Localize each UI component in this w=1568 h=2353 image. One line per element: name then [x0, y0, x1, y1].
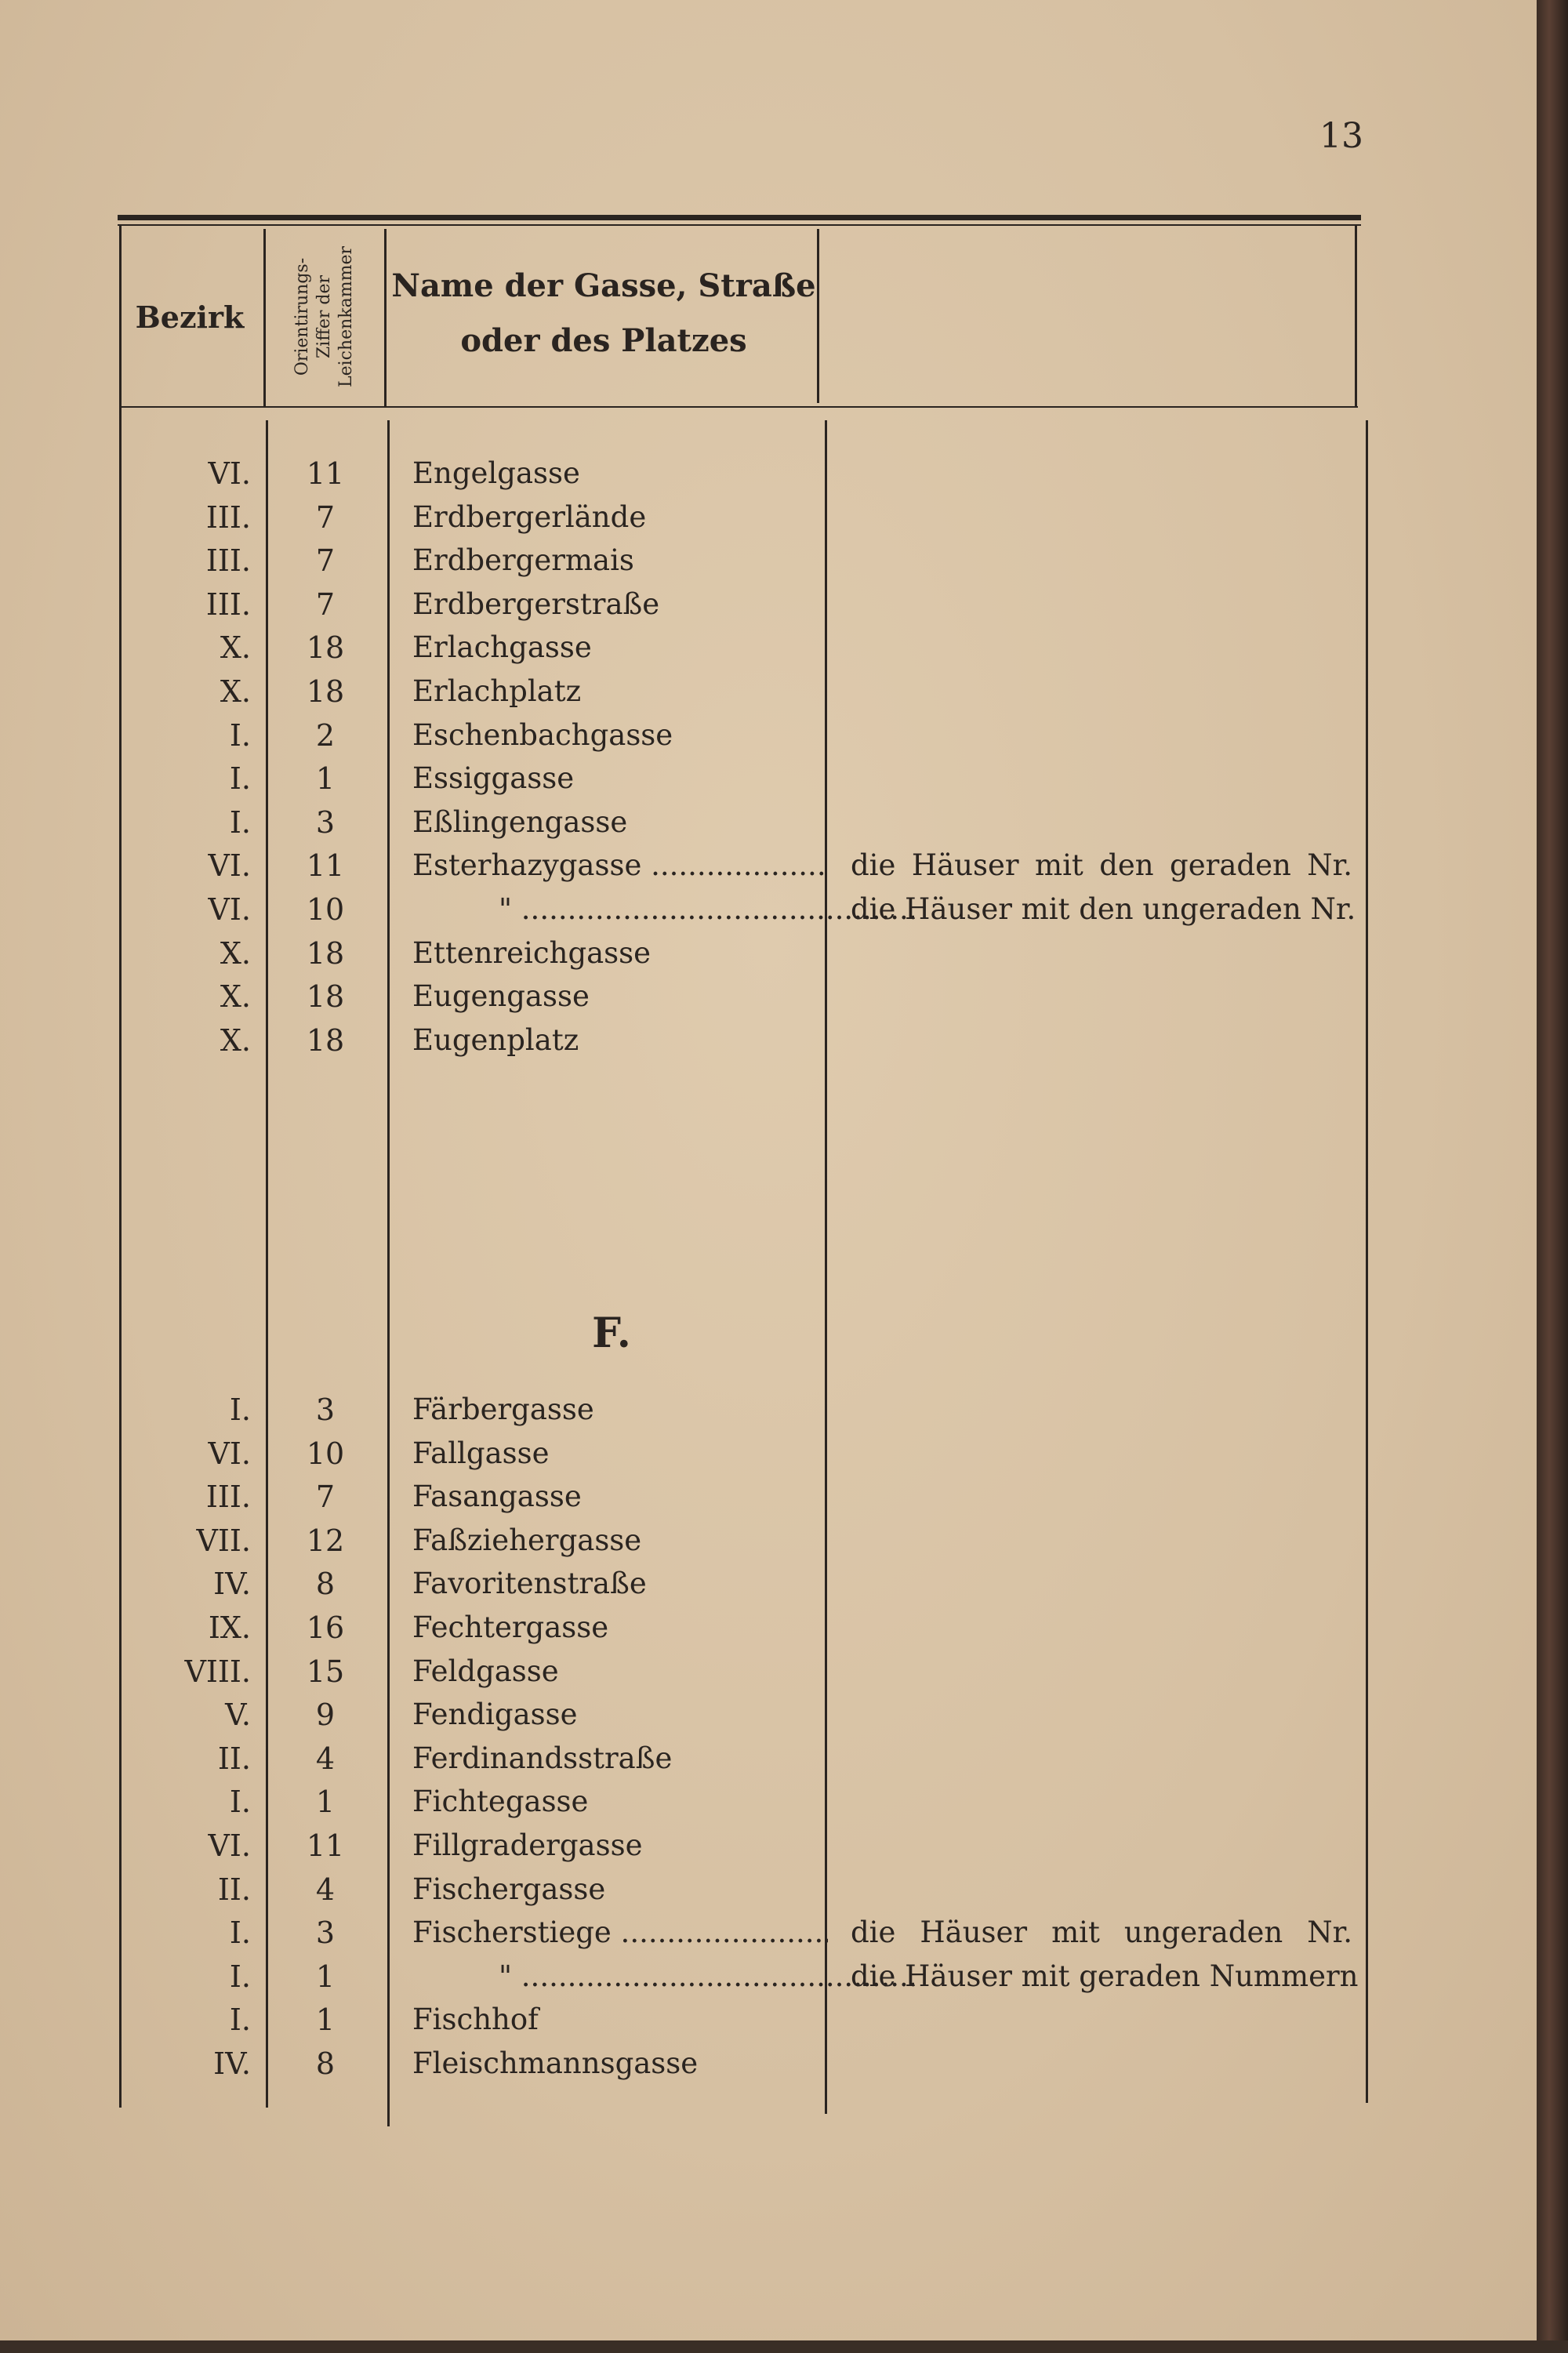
table-row [0, 715, 1537, 759]
table-row [0, 627, 1537, 671]
bezirk-cell: VI. [208, 848, 251, 884]
bezirk-cell: I. [229, 1785, 251, 1820]
table-row [0, 1825, 1537, 1869]
table-row [0, 976, 1537, 1020]
column-rule-bezirk [263, 229, 266, 406]
table-row [0, 1651, 1537, 1695]
street-name-cell: Faßziehergasse [412, 1523, 642, 1557]
column-rule-right [1355, 226, 1357, 406]
header-orientierung-line1: Orientirungs- [292, 257, 312, 376]
table-row [0, 1520, 1537, 1564]
bezirk-cell: VI. [208, 456, 251, 491]
street-name-cell: Ferdinandsstraße [412, 1741, 673, 1775]
street-name-cell: Fillgradergasse [412, 1828, 643, 1862]
bezirk-cell: III. [205, 1480, 251, 1515]
remark-cell: die Häuser mit den ungeraden Nr. [851, 892, 1356, 926]
ziffer-cell: 18 [306, 1022, 345, 1058]
street-name-cell: Eugenplatz [412, 1022, 579, 1057]
street-name-cell: Fallgasse [412, 1436, 550, 1470]
header-bezirk: Bezirk [135, 300, 245, 335]
street-name-cell: Erlachgasse [412, 630, 592, 665]
ziffer-cell: 1 [315, 1959, 336, 1994]
bezirk-cell: X. [220, 1022, 251, 1058]
table-row [0, 1912, 1537, 1956]
table-row [0, 540, 1537, 584]
section-letter-f: F. [592, 1309, 631, 1357]
table-header-rule [119, 406, 1358, 408]
street-name-cell: Fischhof [412, 2003, 539, 2037]
ziffer-cell: 1 [315, 761, 336, 797]
table-row [0, 1607, 1537, 1651]
street-name-cell: " ..... [412, 892, 914, 926]
ziffer-cell: 3 [315, 1393, 336, 1427]
table-top-rule-thick [118, 215, 1361, 220]
street-name-cell: Eschenbachgasse [412, 717, 673, 752]
ziffer-cell: 2 [315, 717, 336, 753]
bezirk-cell: V. [225, 1698, 251, 1733]
table-row [0, 1956, 1537, 2000]
book-bottom-edge [0, 2340, 1568, 2353]
street-name-cell: Essiggasse [412, 761, 575, 796]
bezirk-cell: X. [220, 674, 251, 709]
table-row [0, 453, 1537, 497]
street-name-cell: " ..... [412, 1959, 914, 1993]
header-orientierung-line2: Ziffer der [314, 274, 334, 359]
remark-cell: die Häuser mit ungeraden Nr. [851, 1915, 1352, 1950]
street-name-cell: Fechtergasse [412, 1610, 609, 1644]
table-row [0, 671, 1537, 715]
ziffer-cell: 16 [306, 1610, 345, 1645]
bezirk-cell: X. [220, 630, 251, 666]
ziffer-cell: 10 [306, 892, 345, 927]
header-name-line1: Name der Gasse, Straße [391, 267, 816, 304]
ziffer-cell: 18 [306, 674, 345, 709]
bezirk-cell: VI. [208, 1828, 251, 1863]
bezirk-cell: X. [220, 979, 251, 1015]
table-row [0, 802, 1537, 846]
ziffer-cell: 7 [315, 586, 336, 622]
remark-cell: die Häuser mit geraden Nummern [851, 1959, 1359, 1993]
table-row [0, 497, 1537, 541]
bezirk-cell: X. [220, 935, 251, 971]
table-top-rule-thin [118, 224, 1361, 226]
ziffer-cell: 1 [315, 2003, 336, 2038]
bezirk-cell: VIII. [184, 1654, 251, 1689]
bezirk-cell: III. [205, 543, 251, 579]
header-orientierung [267, 231, 383, 403]
street-name-cell: Esterhazygasse ..... [412, 848, 828, 882]
street-name-cell: Engelgasse [412, 456, 580, 490]
ziffer-cell: 18 [306, 935, 345, 971]
bezirk-cell: I. [229, 761, 251, 797]
street-name-cell: Fasangasse [412, 1480, 582, 1514]
street-name-cell: Ettenreichgasse [412, 935, 652, 970]
street-name-cell: Fendigasse [412, 1698, 578, 1732]
table-row [0, 889, 1537, 933]
table-row [0, 2043, 1537, 2087]
bezirk-cell: III. [205, 586, 251, 622]
table-row [0, 933, 1537, 977]
column-rule-ziffer [384, 229, 387, 406]
ziffer-cell: 12 [306, 1523, 345, 1558]
street-name-cell: Fischergasse [412, 1872, 606, 1906]
bezirk-cell: I. [229, 1959, 251, 1994]
bezirk-cell: I. [229, 2003, 251, 2038]
street-name-cell: Eugengasse [412, 979, 590, 1014]
remark-cell: die Häuser mit den geraden Nr. [851, 848, 1352, 883]
book-edge [1537, 0, 1568, 2353]
ziffer-cell: 7 [315, 1480, 336, 1515]
ziffer-cell: 7 [315, 543, 336, 579]
ziffer-cell: 9 [315, 1698, 336, 1733]
ziffer-cell: 3 [315, 1915, 336, 1951]
page-number: 13 [1319, 116, 1363, 156]
table-row [0, 584, 1537, 628]
street-name-cell: Färbergasse [412, 1393, 594, 1426]
table-row [0, 1433, 1537, 1477]
ziffer-cell: 4 [315, 1872, 336, 1907]
bezirk-cell: IX. [208, 1610, 251, 1645]
bezirk-cell: VI. [208, 892, 251, 927]
bezirk-cell: I. [229, 717, 251, 753]
street-name-cell: Erdbergerstraße [412, 586, 660, 621]
ziffer-cell: 11 [306, 456, 345, 491]
street-name-cell: Fichtegasse [412, 1785, 589, 1819]
street-name-cell: Favoritenstraße [412, 1567, 647, 1601]
ziffer-cell: 4 [315, 1741, 336, 1776]
bezirk-cell: IV. [213, 2046, 251, 2081]
bezirk-cell: I. [229, 1393, 251, 1427]
table-row [0, 1476, 1537, 1520]
bezirk-cell: VII. [196, 1523, 251, 1558]
bezirk-cell: VI. [208, 1436, 251, 1471]
ziffer-cell: 8 [315, 1567, 336, 1602]
bezirk-cell: II. [217, 1872, 251, 1907]
ziffer-cell: 11 [306, 1828, 345, 1863]
table-row [0, 845, 1537, 889]
table-row [0, 1999, 1537, 2043]
street-name-cell: Erdbergermais [412, 543, 634, 578]
bezirk-cell: I. [229, 804, 251, 840]
table-row [0, 1563, 1537, 1607]
table-row [0, 1781, 1537, 1825]
table-row [0, 758, 1537, 802]
ziffer-cell: 15 [306, 1654, 345, 1689]
ziffer-cell: 11 [306, 848, 345, 884]
bezirk-cell: IV. [213, 1567, 251, 1602]
street-name-cell: Erdbergerlände [412, 499, 647, 534]
ziffer-cell: 18 [306, 630, 345, 666]
header-orientierung-line3: Leichenkammer [336, 245, 356, 388]
street-name-cell: Eßlingengasse [412, 804, 628, 839]
street-name-cell: Erlachplatz [412, 674, 582, 708]
table-row [0, 1389, 1537, 1433]
bezirk-cell: II. [217, 1741, 251, 1776]
bezirk-cell: III. [205, 499, 251, 535]
header-name [388, 259, 819, 369]
table-row [0, 1020, 1537, 1064]
street-name-cell: Fleischmannsgasse [412, 2046, 699, 2080]
ziffer-cell: 7 [315, 499, 336, 535]
ziffer-cell: 1 [315, 1785, 336, 1820]
table-row [0, 1694, 1537, 1738]
ziffer-cell: 18 [306, 979, 345, 1015]
ziffer-cell: 8 [315, 2046, 336, 2081]
table-row [0, 1738, 1537, 1782]
ziffer-cell: 3 [315, 804, 336, 840]
street-name-cell: Fischerstiege ..... [412, 1915, 828, 1949]
table-row [0, 1869, 1537, 1913]
bezirk-cell: I. [229, 1915, 251, 1951]
header-name-line2: oder des Platzes [460, 322, 747, 359]
ziffer-cell: 10 [306, 1436, 345, 1471]
street-name-cell: Feldgasse [412, 1654, 559, 1688]
